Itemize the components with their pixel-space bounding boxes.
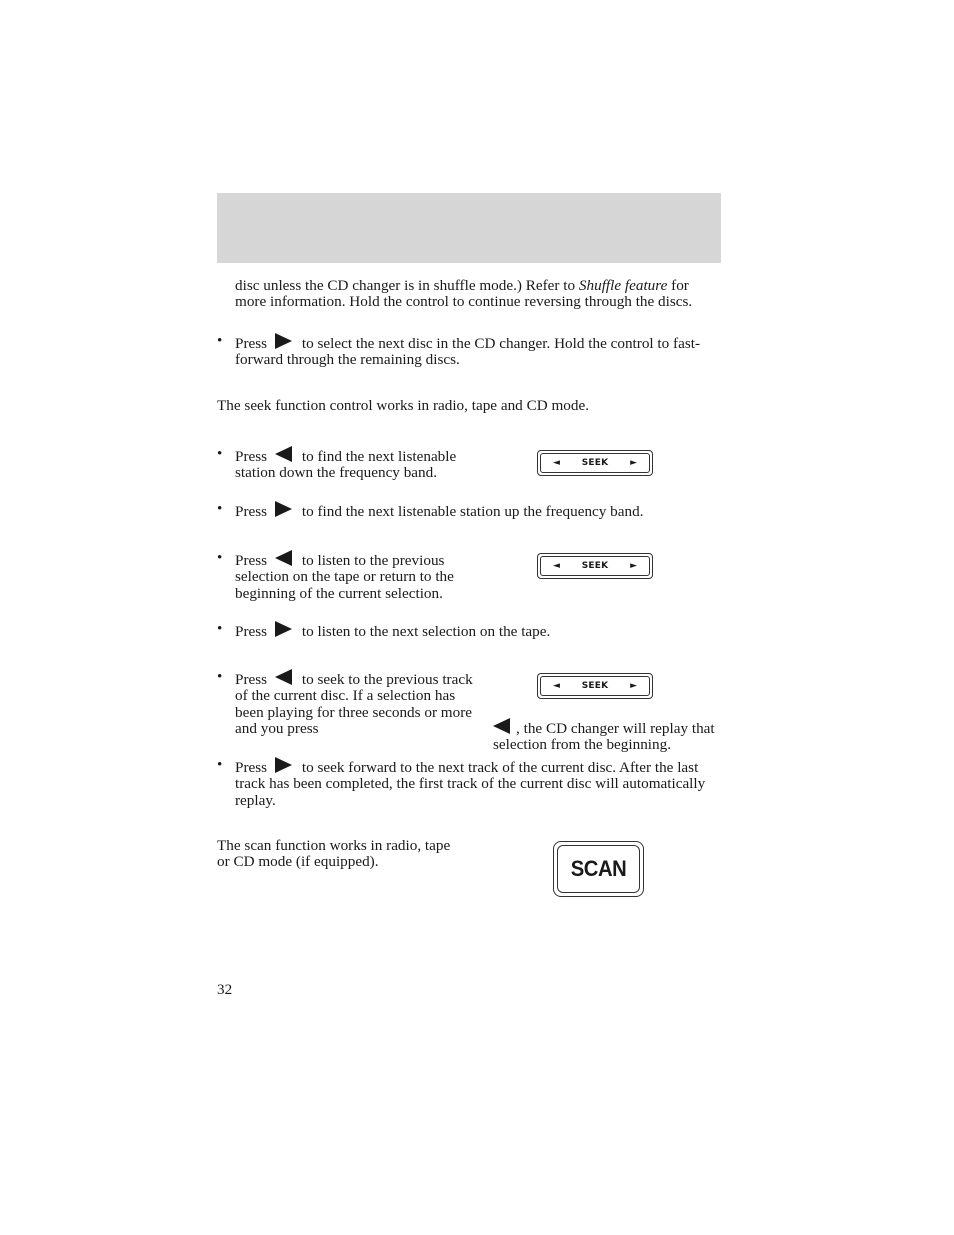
- press-label: Press: [235, 759, 268, 776]
- cd-prev-text-b: , the CD changer will replay that selection from the beginning.: [493, 720, 715, 754]
- press-label: Press: [235, 503, 268, 520]
- seek-right-arrow-icon: ►: [630, 561, 637, 571]
- triangle-right-icon: [275, 501, 292, 517]
- scan-label: SCAN: [570, 856, 627, 881]
- seek-button-cd: [537, 673, 653, 699]
- cd-next-text: to seek forward to the next track of the current disc. After the last track has been completed, the first track of the current disc will automatically replay.: [235, 759, 706, 809]
- seek-left-arrow-icon: ◄: [553, 458, 560, 468]
- cd-prev-tail: [493, 718, 723, 754]
- section-header-band: [217, 193, 721, 263]
- seek-label: SEEK: [581, 681, 609, 691]
- press-label: Press: [235, 671, 268, 688]
- triangle-left-icon: [275, 550, 292, 566]
- triangle-right-icon: [275, 757, 292, 773]
- triangle-left-icon: [275, 446, 292, 462]
- page-number: 32: [217, 981, 233, 998]
- press-label: Press: [235, 448, 268, 465]
- seek-right-arrow-icon: ►: [630, 681, 637, 691]
- next-disc-item: [217, 333, 721, 369]
- cd-next-item: [217, 757, 721, 809]
- radio-down-text: to find the next listenable station down the frequency band.: [235, 448, 457, 482]
- radio-seek-up-item: [217, 501, 721, 520]
- seek-intro: The seek function control works in radio, tape and CD mode.: [217, 397, 589, 414]
- press-label: Press: [235, 552, 268, 569]
- shuffle-feature-ref: Shuffle feature: [578, 277, 668, 294]
- cd-prev-text-a: to seek to the previous track of the current disc. If a selection has been playing for three seconds or more and you press: [235, 671, 473, 738]
- seek-label: SEEK: [581, 458, 609, 468]
- scan-button: [553, 841, 644, 897]
- triangle-right-icon: [275, 333, 292, 349]
- press-label: Press: [235, 335, 268, 352]
- seek-button-radio: [537, 450, 653, 476]
- intro-paragraph: [217, 278, 721, 311]
- scan-text: The scan function works in radio, tape or CD mode (if equipped).: [217, 837, 451, 871]
- seek-label: SEEK: [581, 561, 609, 571]
- press-label: Press: [235, 623, 268, 640]
- intro-text-b: for more information. Hold the control to continue reversing through the discs.: [235, 277, 693, 311]
- tape-next-item: [217, 621, 721, 640]
- next-disc-text: to select the next disc in the CD changer. Hold the control to fast-forward through the remaining discs.: [235, 335, 701, 369]
- seek-left-arrow-icon: ◄: [553, 681, 560, 691]
- seek-button-tape: [537, 553, 653, 579]
- triangle-right-icon: [275, 621, 292, 637]
- triangle-left-icon: [493, 718, 510, 734]
- seek-right-arrow-icon: ►: [630, 458, 637, 468]
- tape-prev-text: to listen to the previous selection on the tape or return to the beginning of the current selection.: [235, 552, 454, 602]
- seek-left-arrow-icon: ◄: [553, 561, 560, 571]
- intro-text-a: disc unless the CD changer is in shuffle mode.) Refer to: [235, 277, 579, 294]
- tape-next-text: to listen to the next selection on the tape.: [301, 623, 551, 640]
- radio-up-text: to find the next listenable station up the frequency band.: [301, 503, 644, 520]
- triangle-left-icon: [275, 669, 292, 685]
